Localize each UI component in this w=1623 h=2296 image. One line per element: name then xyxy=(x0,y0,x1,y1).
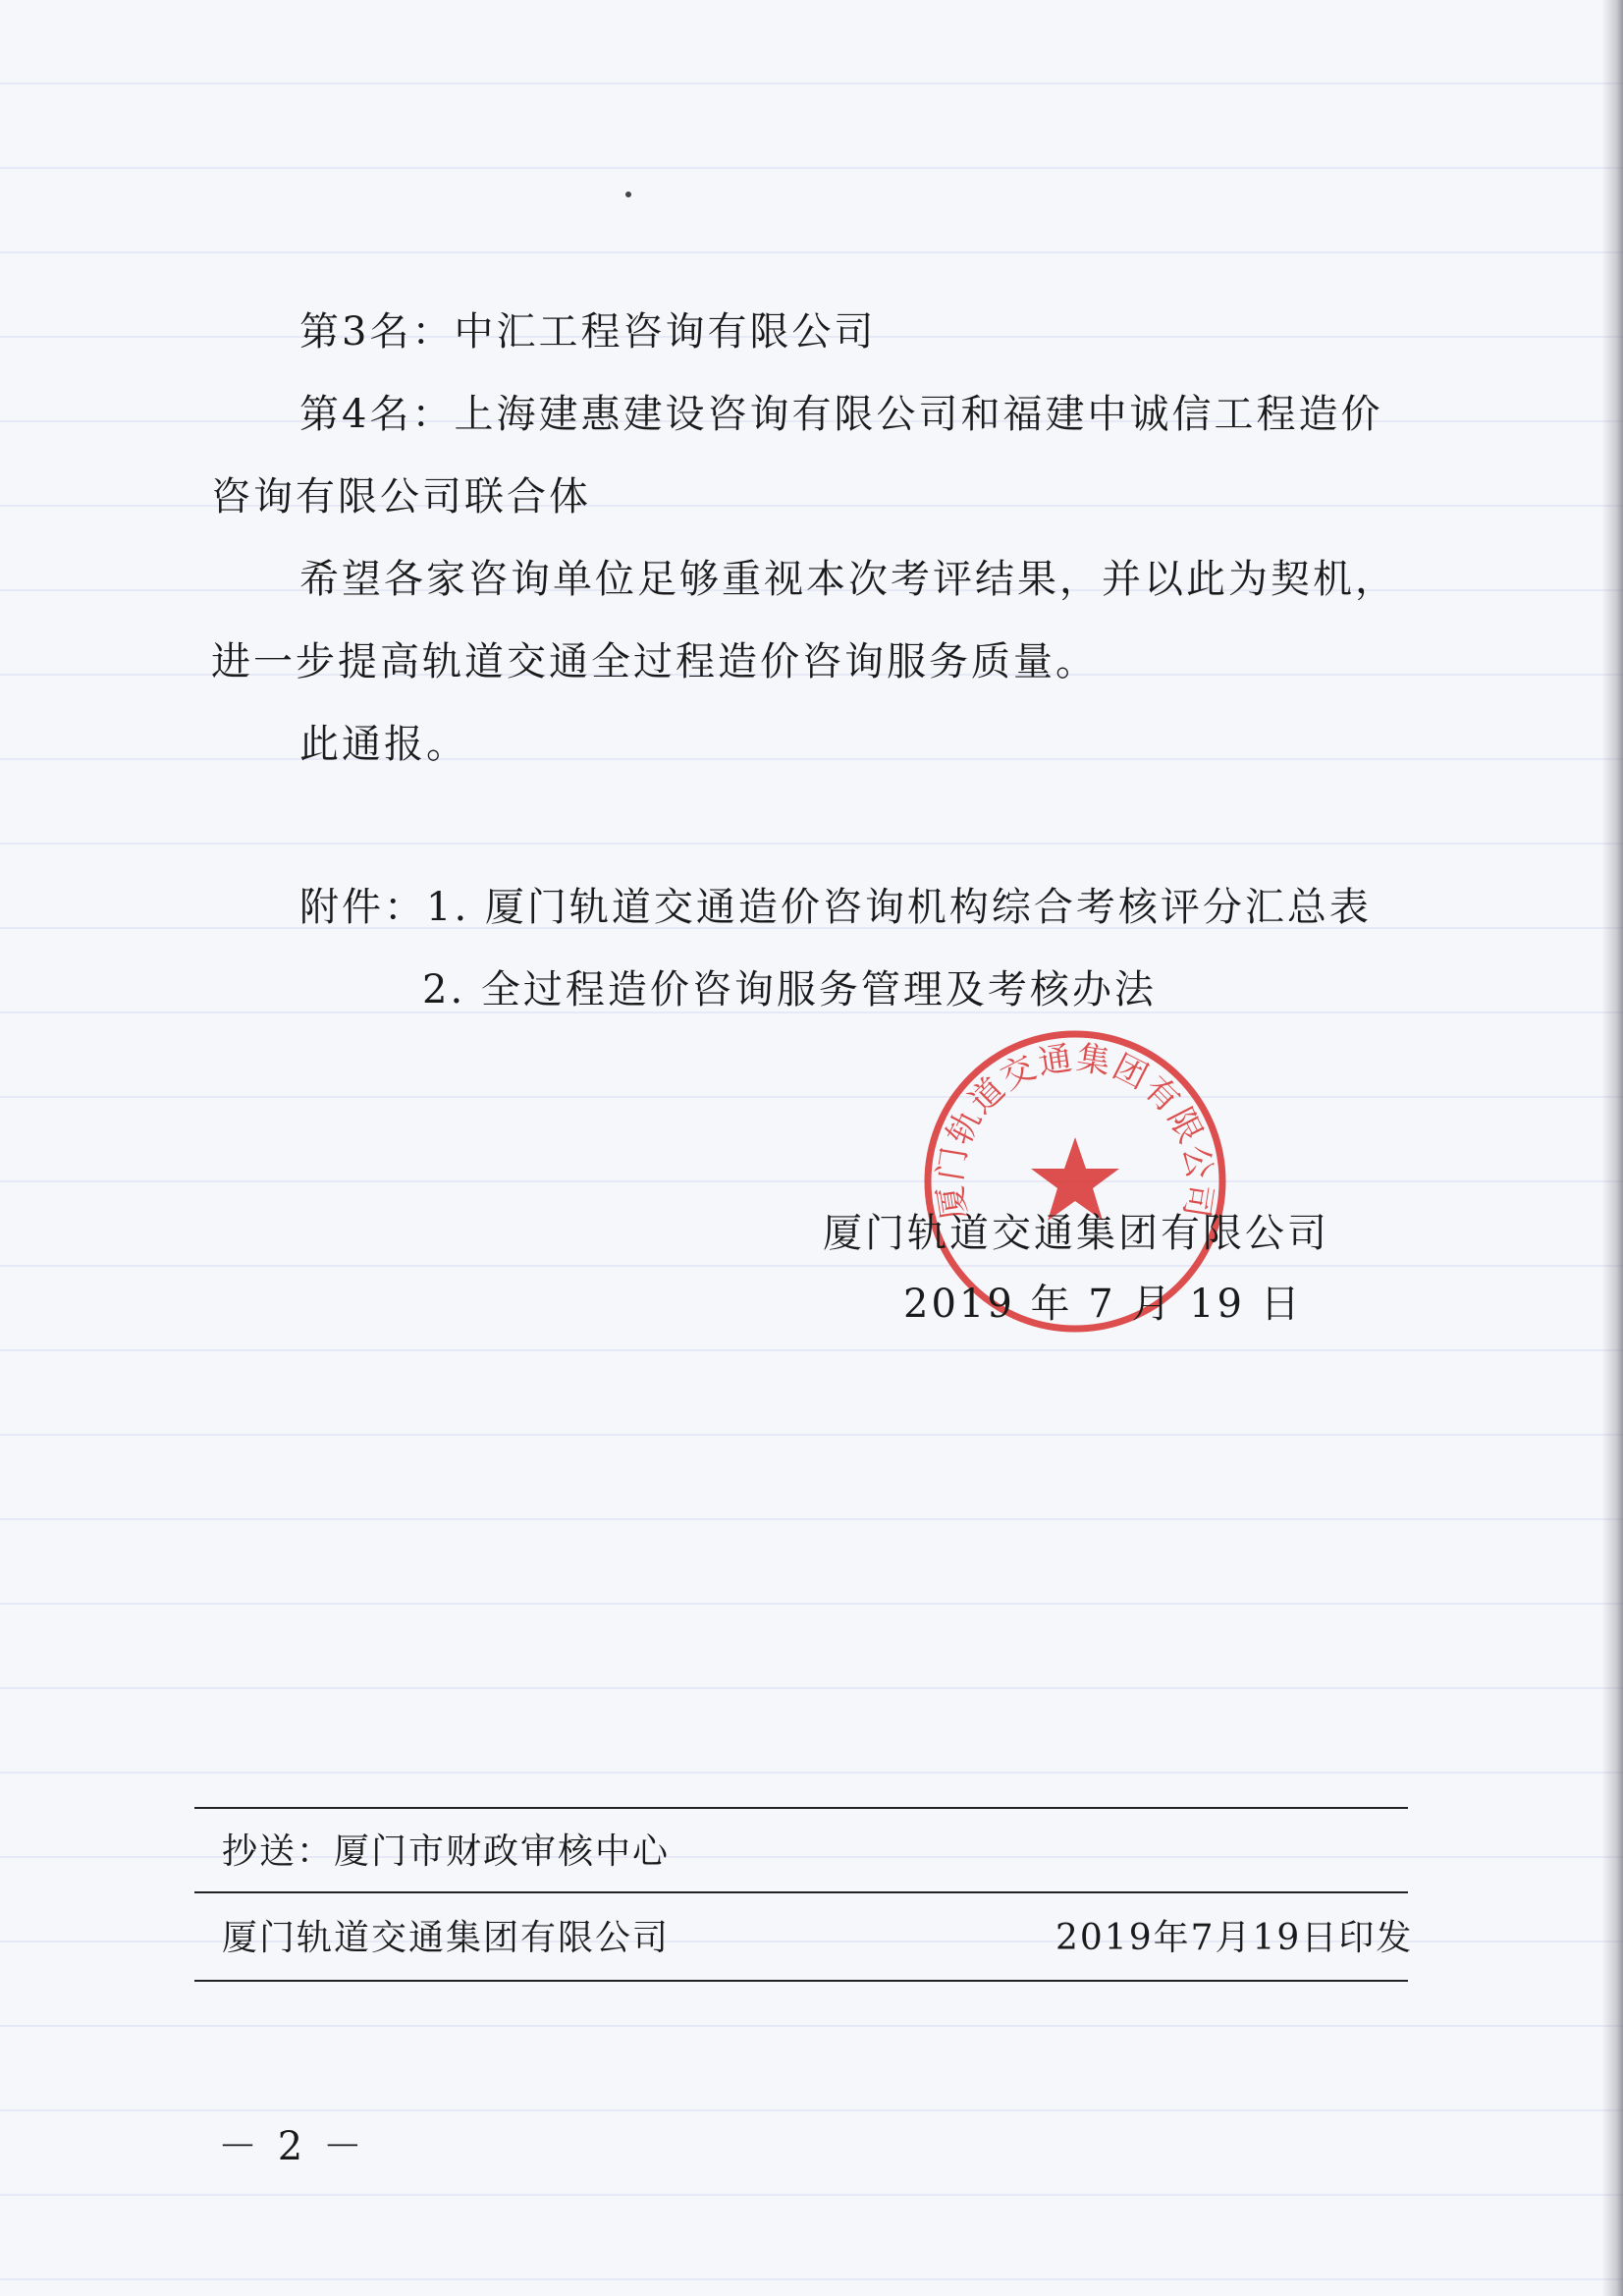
cc-line: 抄送：厦门市财政审核中心 xyxy=(222,1831,671,1872)
footer-rule-top xyxy=(194,1807,1408,1809)
issuer-line: 厦门轨道交通集团有限公司 xyxy=(222,1918,671,1958)
footer-rule-middle xyxy=(194,1891,1408,1893)
closing-line-1: 希望各家咨询单位足够重视本次考评结果，并以此为契机， xyxy=(299,557,1397,602)
scan-edge-shadow xyxy=(1601,0,1623,2296)
closing-line-2: 进一步提高轨道交通全过程造价咨询服务质量。 xyxy=(211,639,1098,684)
ranking-4-line-2: 咨询有限公司联合体 xyxy=(211,474,591,519)
ranking-4-line-1: 第4名：上海建惠建设咨询有限公司和福建中诚信工程造价 xyxy=(299,392,1383,437)
footer-rule-bottom xyxy=(194,1980,1408,1982)
notice-line: 此通报。 xyxy=(299,722,468,767)
issue-date: 2019年7月19日印发 xyxy=(1055,1918,1414,1958)
signature-date: 2019 年 7 月 19 日 xyxy=(903,1282,1303,1327)
scan-speck xyxy=(625,191,631,197)
attachment-1: 附件：1. 厦门轨道交通造价咨询机构综合考核评分汇总表 xyxy=(299,885,1372,930)
attachment-2: 2. 全过程造价咨询服务管理及考核办法 xyxy=(422,967,1157,1012)
signature-organization: 厦门轨道交通集团有限公司 xyxy=(823,1211,1329,1256)
page-number: － 2 － xyxy=(218,2124,366,2169)
ranking-3: 第3名：中汇工程咨询有限公司 xyxy=(299,309,877,355)
svg-text:厦门轨道交通集团有限公司: 厦门轨道交通集团有限公司 xyxy=(930,1038,1220,1223)
